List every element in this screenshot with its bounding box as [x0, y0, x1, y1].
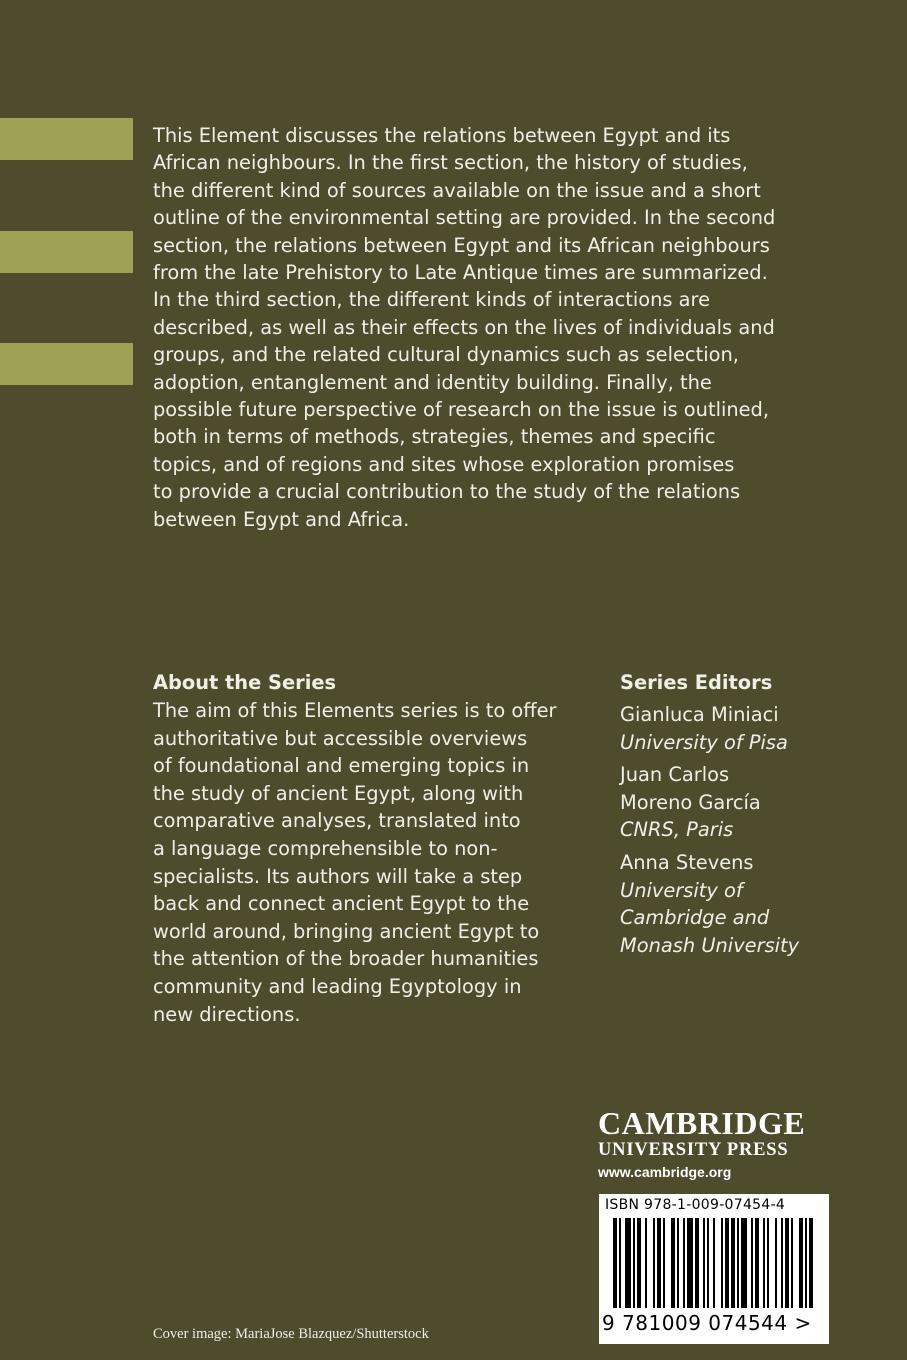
editors-heading: Series Editors — [620, 671, 773, 694]
publisher-logo — [598, 1106, 830, 1183]
description-line: topics, and of regions and sites whose exploration promises — [153, 452, 735, 476]
about-line: specialists. Its authors will take a step — [153, 864, 523, 888]
barcode-bar — [731, 1218, 735, 1308]
about-line: world around, bringing ancient Egypt to — [153, 919, 540, 943]
description-line: groups, and the related cultural dynamics such as selection, — [153, 343, 739, 367]
barcode-bar — [707, 1218, 709, 1308]
barcode-bar — [683, 1218, 685, 1308]
description-line: This Element discusses the relations between Egypt and its — [153, 124, 731, 147]
barcode-digits: 9 781009 074544 > — [602, 1311, 812, 1335]
barcode-bar — [725, 1218, 729, 1308]
barcode-bar — [653, 1218, 655, 1308]
barcode-bar — [625, 1218, 631, 1308]
barcode-bar — [741, 1218, 747, 1308]
description-line: from the late Prehistory to Late Antique times are summarized. — [153, 261, 768, 285]
about-heading: About the Series — [153, 671, 337, 694]
about-line: of foundational and emerging topics in — [153, 754, 530, 778]
about-line: new directions. — [153, 1002, 301, 1026]
barcode-bar — [619, 1218, 621, 1308]
about-line: authoritative but accessible overviews — [153, 726, 528, 750]
description-line: both in terms of methods, strategies, themes and specific — [153, 425, 716, 449]
editor-miniaci — [620, 701, 890, 756]
about-line: comparative analyses, translated into — [153, 809, 521, 833]
barcode-bar — [637, 1218, 641, 1308]
barcode-bar — [805, 1218, 807, 1308]
barcode-bar — [613, 1218, 617, 1308]
barcode-bar — [781, 1218, 783, 1308]
barcode-bar — [751, 1218, 753, 1308]
about-line: community and leading Egyptology in — [153, 974, 522, 998]
editor-affiliation: University of Pisa — [620, 730, 788, 754]
barcode-bar — [763, 1218, 765, 1308]
barcode-bar — [775, 1218, 777, 1308]
description-line: African neighbours. In the first section, the history of studies, — [153, 151, 748, 175]
editor-stevens — [620, 849, 890, 959]
accent-bar-bottom — [0, 343, 133, 385]
isbn-barcode — [599, 1194, 829, 1344]
about-line: the attention of the broader humanities — [153, 947, 539, 971]
barcode-bar — [755, 1218, 759, 1308]
editor-name: Anna Stevens — [620, 850, 754, 874]
accent-bar-top — [0, 118, 133, 160]
description-line: adoption, entanglement and identity building. Finally, the — [153, 370, 712, 394]
editor-name: Gianluca Miniaci — [620, 703, 779, 726]
about-line: The aim of this Elements series is to offer — [153, 699, 557, 722]
editor-moreno-garcia — [620, 761, 890, 844]
accent-bar-middle — [0, 231, 133, 273]
description-line: outline of the environmental setting are provided. In the second — [153, 206, 776, 230]
publisher-url: www.cambridge.org — [598, 1164, 732, 1180]
about-line: the study of ancient Egypt, along with — [153, 781, 524, 805]
editor-affiliation: Monash University — [620, 933, 800, 957]
barcode-bar — [721, 1218, 723, 1308]
barcode-bar — [703, 1218, 705, 1308]
barcode-bar — [671, 1218, 675, 1308]
barcode-bar — [799, 1218, 803, 1308]
barcode-bar — [687, 1218, 693, 1308]
isbn-label: ISBN 978-1-009-07454-4 — [605, 1197, 786, 1213]
publisher-subtitle: UNIVERSITY PRESS — [598, 1140, 789, 1160]
description-line: section, the relations between Egypt and its African neighbours — [153, 233, 770, 257]
barcode-bar — [767, 1218, 769, 1308]
description-line: In the third section, the different kinds of interactions are — [153, 288, 711, 312]
editor-affiliation: Cambridge and — [620, 906, 770, 930]
description-line: described, as well as their effects on the lives of individuals and — [153, 315, 775, 339]
editor-affiliation: University of — [620, 878, 743, 902]
about-the-series — [153, 668, 593, 1028]
editor-name: Moreno García — [620, 790, 761, 814]
publisher-name: CAMBRIDGE — [598, 1105, 806, 1141]
series-editors — [620, 668, 890, 964]
barcode-bar — [695, 1218, 699, 1308]
barcode-bar — [785, 1218, 789, 1308]
editor-affiliation: CNRS, Paris — [620, 818, 734, 842]
description-line: the different kind of sources available on the issue and a short — [153, 178, 761, 202]
about-line: a language comprehensible to non- — [153, 836, 498, 860]
barcode-bar — [663, 1218, 665, 1308]
description-line: possible future perspective of research on the issue is outlined, — [153, 398, 770, 422]
barcode-bar — [791, 1218, 793, 1308]
barcode-bar — [657, 1218, 661, 1308]
barcode-bar — [633, 1218, 635, 1308]
barcode-bar — [809, 1218, 813, 1308]
barcode-bar — [737, 1218, 739, 1308]
description-line: between Egypt and Africa. — [153, 507, 410, 531]
barcode-bars — [613, 1218, 813, 1316]
description-line: to provide a crucial contribution to the study of the relations — [153, 480, 741, 504]
barcode-bar — [645, 1218, 647, 1308]
book-description — [153, 122, 833, 533]
about-line: back and connect ancient Egypt to the — [153, 892, 530, 916]
editor-name: Juan Carlos — [620, 763, 730, 787]
barcode-bar — [677, 1218, 679, 1308]
cover-image-credit: Cover image: MariaJose Blazquez/Shutterstock — [153, 1326, 429, 1342]
barcode-bar — [713, 1218, 715, 1308]
